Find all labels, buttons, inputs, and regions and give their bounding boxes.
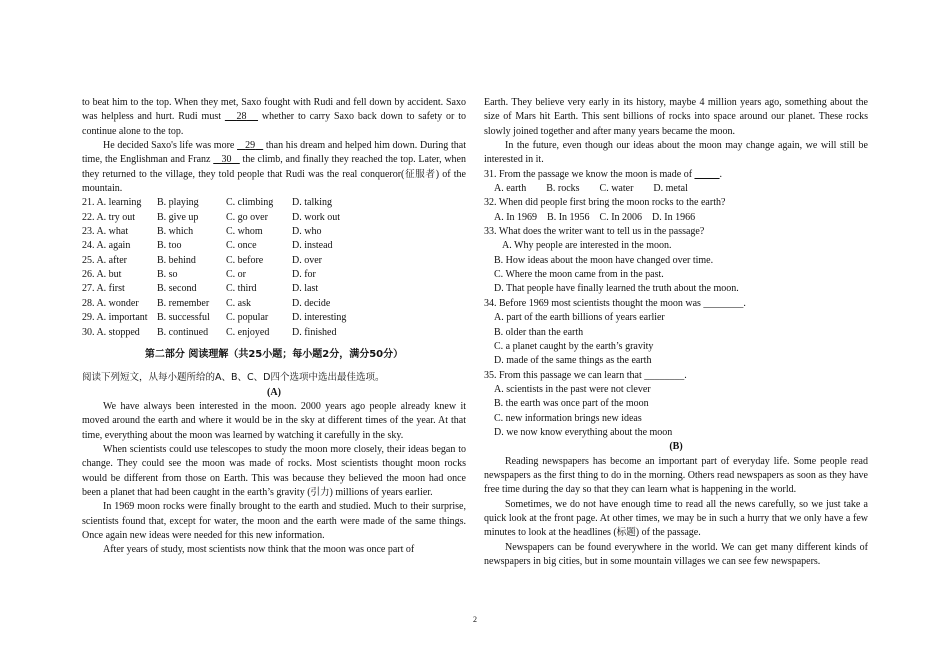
option: D. interesting [292, 312, 347, 324]
question-35-option: D. we now know everything about the moon [494, 426, 673, 438]
left-column [82, 96, 466, 558]
option: C. enjoyed [226, 326, 270, 338]
option: B. behind [157, 254, 196, 266]
passage-a-paragraph-5: In the future, even though our ideas about the moon may change again, we will still be interested in it. [484, 140, 868, 166]
option: C. whom [226, 226, 263, 238]
question-33-option: D. That people have finally learned the truth about the moon. [494, 283, 739, 295]
blank-30: 30 [221, 154, 232, 166]
passage-a-paragraph-4: After years of study, most scientists now think that the moon was once part of [103, 544, 415, 556]
blank-28: 28 [236, 111, 247, 123]
question-31-options: A. earth B. rocks C. water D. metal [494, 183, 688, 195]
question-34: 34. Before 1969 most scientists thought the moon was ________. [484, 297, 746, 309]
question-34-option: B. older than the earth [494, 326, 584, 338]
option: B. successful [157, 312, 210, 324]
question-34-option: D. made of the same things as the earth [494, 355, 652, 367]
option: C. or [226, 269, 246, 281]
option: B. continued [157, 326, 209, 338]
option: 21. A. learning [82, 197, 142, 209]
question-35-option: A. scientists in the past were not clever [494, 383, 651, 395]
option: C. go over [226, 211, 268, 223]
blank-29: 29 [245, 140, 256, 152]
passage-b-paragraph-2: Sometimes, we do not have enough time to read all the news carefully, so we just take a quick look at the front page. At other times, we may be in such a hurry that we only have a few minutes to look at the headlines (标题) of the passage. [484, 498, 868, 539]
passage-a-paragraph-3: In 1969 moon rocks were finally brought to the earth and studied. Much to their surprise, scientists found that, except for water, the moon and the earth were made of the same things. Once again new ideas were needed for this new information. [82, 501, 466, 541]
page-number: 2 [473, 615, 477, 624]
option: D. for [292, 269, 316, 281]
question-31: 31. From the passage we know the moon is made of _____. [484, 168, 723, 180]
option: D. talking [292, 197, 332, 209]
option: C. climbing [226, 197, 274, 209]
question-34-option: C. a planet caught by the earth’s gravity [494, 340, 654, 352]
option: D. finished [292, 326, 337, 338]
question-32-options: A. In 1969 B. In 1956 C. In 2006 D. In 1966 [494, 211, 696, 223]
passage-a-paragraph-4-cont: Earth. They believe very early in its history, maybe 4 million years ago, something about the size of Mars hit Earth. This sent billions of rocks into space around our planet. These rocks slowly joined together and after many years became the moon. [484, 97, 868, 137]
option: D. who [292, 226, 322, 238]
passage-b-label: (B) [669, 441, 683, 453]
option: 26. A. but [82, 269, 122, 281]
cloze-paragraph-1: to beat him to the top. When they met, Saxo fought with Rudi and fell down by accident. Saxo was helpless and hurt. Rudi must 28 whether to carry Saxo back down to safety or to continue alone to the top. [82, 97, 467, 137]
option: D. decide [292, 297, 331, 309]
passage-b-paragraph-3: Newspapers can be found everywhere in the world. We can get many different kinds of newspapers in big cities, but in some mountain villages we can see few newspapers. [484, 541, 868, 567]
option: 24. A. again [82, 240, 131, 252]
option: B. remember [157, 297, 210, 309]
question-33-option: C. Where the moon came from in the past. [494, 269, 664, 281]
passage-a-paragraph-1: We have always been interested in the moon. 2000 years ago people already knew it moved around the earth and where it would be in the sky at different times of the year. At that time, everything about the moon was learned by watching it carefully in the sky. [82, 400, 466, 441]
question-33-option: B. How ideas about the moon have changed over time. [494, 254, 714, 266]
cloze-paragraph-2: He decided Saxo's life was more 29 than his dream and helped him down. During that time, the Englishman and Franz 30 the climb, and finally they reached the top. Later, when they returned to the village, they told people that Rudi was the real conqueror(征服者) of the mountain. [82, 140, 467, 195]
section-title: 第二部分 阅读理解（共25小题；每小题2分，满分50分） [144, 348, 404, 360]
option: 28. A. wonder [82, 297, 139, 309]
cloze-options [82, 196, 466, 339]
option: C. third [226, 283, 257, 295]
option: D. work out [292, 211, 341, 223]
passage-a-label: (A) [267, 386, 281, 398]
option: D. over [292, 254, 322, 266]
question-35-option: C. new information brings new ideas [494, 412, 642, 424]
passage-a-paragraph-2: When scientists could use telescopes to study the moon more closely, their ideas began to change. They could see the moon was made of rocks. Most scientists thought moon rocks would be different from those on Earth. This was because they believed the moon had once been a planet that had been caught in the earth’s gravity (引力) millions of years earlier. [82, 443, 466, 498]
option: D. last [292, 283, 319, 295]
option: B. give up [157, 211, 199, 223]
instruction: 阅读下列短文，从每小题所给的A、B、C、D四个选项中选出最佳选项。 [82, 372, 385, 384]
option: 27. A. first [82, 283, 125, 295]
option: 22. A. try out [82, 211, 136, 223]
option: 25. A. after [82, 254, 127, 266]
question-33: 33. What does the writer want to tell us in the passage? [484, 226, 705, 238]
option: C. popular [226, 312, 269, 324]
option: B. second [157, 283, 197, 295]
option: C. once [226, 240, 257, 252]
option: B. so [157, 269, 178, 281]
passage-b-paragraph-1: Reading newspapers has become an important part of everyday life. Some people read newspapers as the first thing to do in the morning. Others read newspapers as soon as they have free time during the day so that they can learn what is happening in the world. [484, 455, 868, 496]
option: 30. A. stopped [82, 326, 140, 338]
option: B. playing [157, 197, 199, 209]
question-34-option: A. part of the earth billions of years earlier [494, 312, 665, 324]
question-32: 32. When did people first bring the moon rocks to the earth? [484, 197, 726, 209]
option: 23. A. what [82, 226, 129, 238]
question-35: 35. From this passage we can learn that ________. [484, 369, 687, 381]
option: C. ask [226, 297, 251, 309]
option: B. which [157, 226, 194, 238]
option: D. instead [292, 240, 333, 252]
option: C. before [226, 254, 264, 266]
question-35-option: B. the earth was once part of the moon [494, 398, 649, 410]
option: B. too [157, 240, 182, 252]
question-33-option: A. Why people are interested in the moon. [502, 240, 672, 252]
right-column [484, 96, 868, 569]
option: 29. A. important [82, 312, 148, 324]
